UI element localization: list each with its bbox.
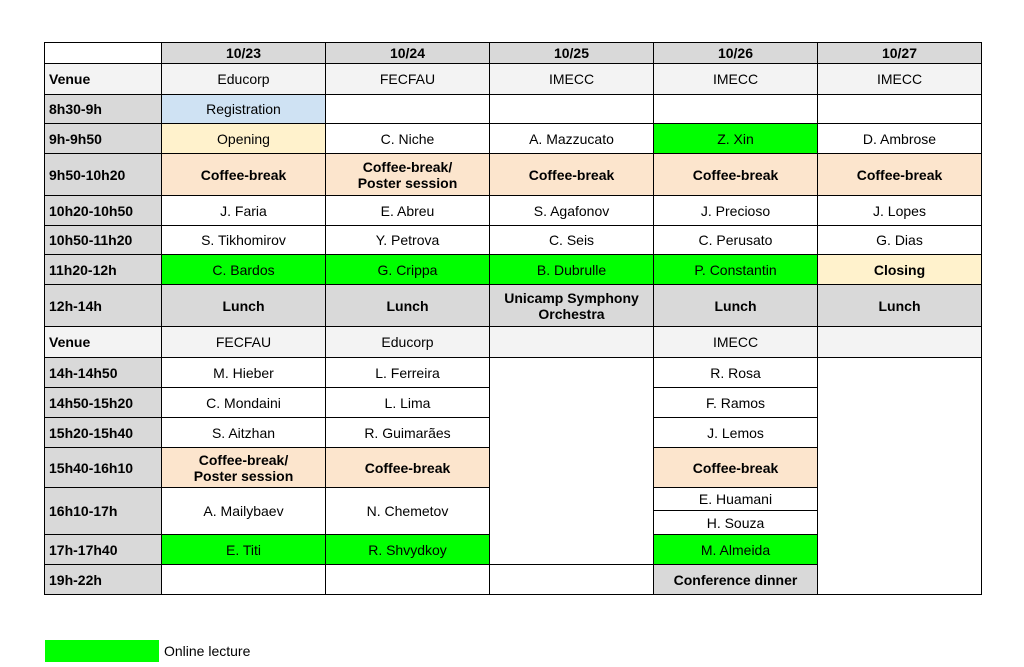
venue-morning-row	[45, 64, 982, 95]
talk-cell: A. Mailybaev	[162, 488, 326, 535]
talk-cell: A. Mazzucato	[490, 124, 654, 154]
venue-cell: FECFAU	[326, 64, 490, 95]
date-header: 10/27	[818, 43, 982, 64]
coffee-break-cell: Coffee-break	[162, 154, 326, 196]
talk-cell: J. Lopes	[818, 196, 982, 226]
empty-cell	[654, 95, 818, 124]
conference-dinner-cell: Conference dinner	[654, 565, 818, 595]
online-talk-cell: B. Dubrulle	[490, 255, 654, 285]
lunch-cell: Lunch	[326, 285, 490, 327]
talk-cell: G. Dias	[818, 226, 982, 255]
slot-row	[45, 226, 982, 255]
venue-cell	[818, 327, 982, 358]
venue-cell: IMECC	[818, 64, 982, 95]
online-talk-cell: E. Titi	[162, 535, 326, 565]
empty-cell	[326, 95, 490, 124]
talk-cell: C. Seis	[490, 226, 654, 255]
date-header: 10/25	[490, 43, 654, 64]
cell-line: Coffee-break/	[198, 451, 289, 468]
venue-label: Venue	[45, 327, 162, 358]
empty-cell	[818, 95, 982, 124]
opening-cell: Opening	[162, 124, 326, 154]
time-label: 16h10-17h	[45, 488, 162, 535]
coffee-break-cell: Coffee-break	[654, 448, 818, 488]
talk-cell: E. Abreu	[326, 196, 490, 226]
talk-cell: S. Aitzhan	[162, 418, 326, 448]
coffee-break-cell: Coffee-break	[654, 154, 818, 196]
talk-cell: R. Guimarães	[326, 418, 490, 448]
legend	[45, 640, 250, 662]
cell-line: Coffee-break/	[362, 158, 453, 175]
cell-line: Poster session	[357, 174, 458, 191]
online-legend-label: Online lecture	[164, 643, 251, 659]
venue-cell: IMECC	[490, 64, 654, 95]
online-legend-swatch	[45, 640, 159, 662]
venue-cell: Educorp	[162, 64, 326, 95]
time-label: 8h30-9h	[45, 95, 162, 124]
time-label: 12h-14h	[45, 285, 162, 327]
venue-afternoon-row	[45, 327, 982, 358]
time-label: 19h-22h	[45, 565, 162, 595]
slot-row	[45, 358, 982, 388]
time-label: 15h40-16h10	[45, 448, 162, 488]
lunch-cell: Lunch	[162, 285, 326, 327]
empty-cell	[490, 95, 654, 124]
online-talk-cell: Z. Xin	[654, 124, 818, 154]
coffee-poster-cell	[162, 448, 326, 488]
talk-cell: C. Niche	[326, 124, 490, 154]
time-label: 17h-17h40	[45, 535, 162, 565]
time-label: 15h20-15h40	[45, 418, 162, 448]
talk-cell: N. Chemetov	[326, 488, 490, 535]
slot-row	[45, 285, 982, 327]
time-label: 9h50-10h20	[45, 154, 162, 196]
talk-cell: S. Tikhomirov	[162, 226, 326, 255]
cell-line: Orchestra	[538, 305, 605, 322]
online-talk-cell: G. Crippa	[326, 255, 490, 285]
time-label: 11h20-12h	[45, 255, 162, 285]
talk-cell: F. Ramos	[654, 388, 818, 418]
empty-cell	[490, 565, 654, 595]
slot-row	[45, 154, 982, 196]
slot-row	[45, 95, 982, 124]
empty-cell	[162, 565, 326, 595]
talk-cell: D. Ambrose	[818, 124, 982, 154]
talk-cell: M. Hieber	[162, 358, 326, 388]
talk-cell: Y. Petrova	[326, 226, 490, 255]
coffee-break-cell: Coffee-break	[326, 448, 490, 488]
talk-cell: S. Agafonov	[490, 196, 654, 226]
coffee-break-cell: Coffee-break	[490, 154, 654, 196]
schedule-table	[44, 42, 982, 595]
slot-row	[45, 124, 982, 154]
lunch-cell: Lunch	[654, 285, 818, 327]
talk-cell: E. Huamani	[654, 488, 818, 511]
time-label: 10h20-10h50	[45, 196, 162, 226]
talk-cell: H. Souza	[654, 511, 818, 535]
empty-block	[490, 358, 654, 565]
talk-cell: C. Perusato	[654, 226, 818, 255]
empty-cell	[326, 565, 490, 595]
venue-cell: FECFAU	[162, 327, 326, 358]
online-talk-cell: R. Shvydkoy	[326, 535, 490, 565]
coffee-poster-cell	[326, 154, 490, 196]
lunch-cell: Lunch	[818, 285, 982, 327]
talk-cell: C. Mondaini	[162, 388, 326, 418]
talk-cell: L. Lima	[326, 388, 490, 418]
online-talk-cell: M. Almeida	[654, 535, 818, 565]
venue-label: Venue	[45, 64, 162, 95]
venue-cell: IMECC	[654, 64, 818, 95]
talk-cell: L. Ferreira	[326, 358, 490, 388]
time-label: 14h50-15h20	[45, 388, 162, 418]
coffee-break-cell: Coffee-break	[818, 154, 982, 196]
empty-block	[818, 358, 982, 595]
venue-cell	[490, 327, 654, 358]
time-label: 14h-14h50	[45, 358, 162, 388]
date-header-row	[45, 43, 982, 64]
online-talk-cell: C. Bardos	[162, 255, 326, 285]
time-label: 10h50-11h20	[45, 226, 162, 255]
cell-line: Unicamp Symphony	[504, 289, 639, 306]
date-header: 10/26	[654, 43, 818, 64]
closing-cell: Closing	[818, 255, 982, 285]
date-header: 10/23	[162, 43, 326, 64]
talk-cell: J. Faria	[162, 196, 326, 226]
corner-cell	[45, 43, 162, 64]
venue-cell: Educorp	[326, 327, 490, 358]
orchestra-cell	[490, 285, 654, 327]
online-talk-cell: P. Constantin	[654, 255, 818, 285]
time-label: 9h-9h50	[45, 124, 162, 154]
slot-row	[45, 255, 982, 285]
cell-line: Poster session	[193, 467, 294, 484]
venue-cell: IMECC	[654, 327, 818, 358]
talk-cell: J. Precioso	[654, 196, 818, 226]
talk-cell: J. Lemos	[654, 418, 818, 448]
registration-cell: Registration	[162, 95, 326, 124]
slot-row	[45, 196, 982, 226]
talk-cell: R. Rosa	[654, 358, 818, 388]
date-header: 10/24	[326, 43, 490, 64]
